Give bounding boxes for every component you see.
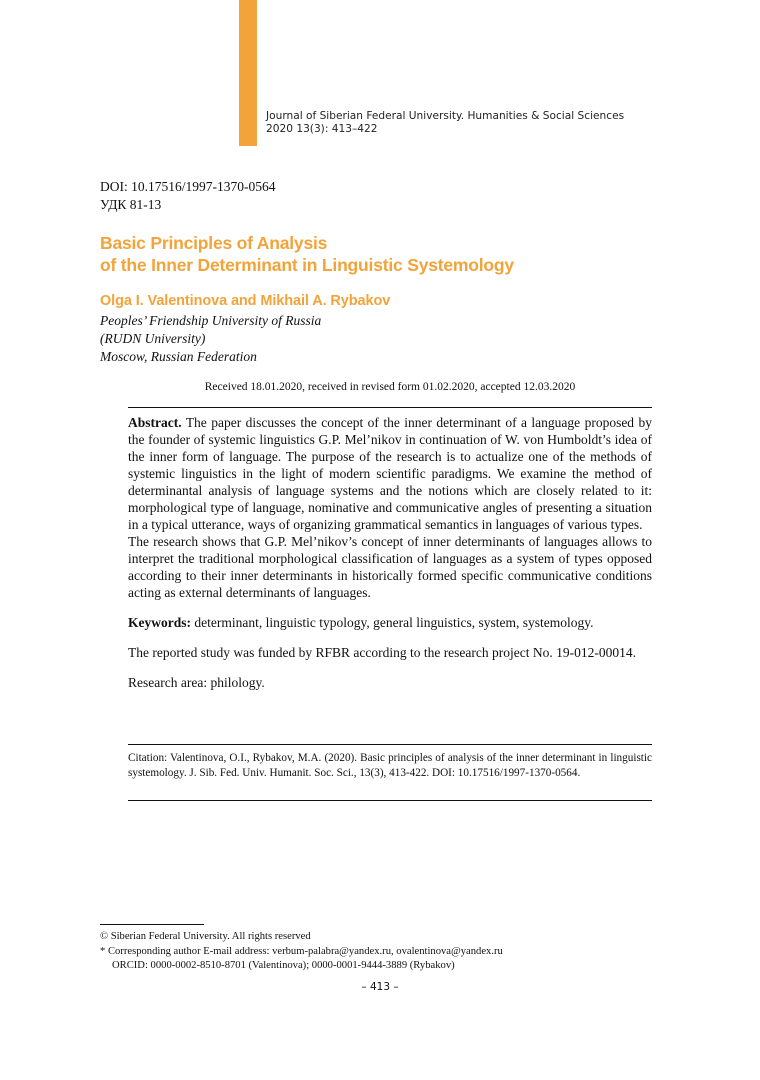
affiliation-line-2: (RUDN University) xyxy=(100,331,206,346)
corresponding-author-note: * Corresponding author E-mail address: verbum-palabra@yandex.ru, ovalentinova@yandex.ru xyxy=(100,945,503,957)
journal-volume: 2020 13(3): 413–422 xyxy=(266,123,378,135)
citation-top-rule xyxy=(128,744,652,745)
abstract-paragraph-2: The research shows that G.P. Mel’nikov’s concept of inner determinants of languages allows to interpret the traditional morphological classification of languages as a system of types opposed according to their inner determinants in historically formed specific communicative conditions acting as external determinants of languages. xyxy=(128,534,652,600)
keywords xyxy=(128,614,652,631)
affiliation-line-3: Moscow, Russian Federation xyxy=(100,349,257,364)
journal-name: Journal of Siberian Federal University. Humanities & Social Sciences xyxy=(266,110,625,122)
abstract-paragraph-1 xyxy=(128,414,652,533)
page-number: – 413 – xyxy=(361,981,399,993)
article-identifiers xyxy=(100,178,276,214)
doi[interactable]: DOI: 10.17516/1997-1370-0564 xyxy=(100,179,276,194)
citation: Citation: Valentinova, O.I., Rybakov, M.A. (2020). Basic principles of analysis of the inner determinant in linguistic systemology. J. Sib. Fed. Univ. Humanit. Soc. Sci., 13(3), 413-422. DOI: 10.17516/1997-1370-0564. xyxy=(128,752,652,779)
journal-accent-bar xyxy=(239,0,257,146)
article-title xyxy=(100,232,514,276)
abstract-section xyxy=(128,414,652,691)
abstract-top-rule xyxy=(128,407,652,408)
abstract-text: The paper discusses the concept of the inner determinant of a language proposed by the founder of systemic linguistics G.P. Mel’nikov in continuation of W. von Humboldt’s idea of the inner form of language. The purpose of the research is to actualize one of the methods of systemic linguistics in the light of modern scientific paradigms. We examine the method of determinantal analysis of language systems and the notions which are closely related to it: morphological type of language, nominative and communicative angles of presenting a situation in a typical utterance, ways of organizing grammatical semantics in languages of various types. xyxy=(128,415,652,532)
research-area: Research area: philology. xyxy=(128,675,265,690)
udk: УДК 81-13 xyxy=(100,197,162,212)
copyright-note: © Siberian Federal University. All rights reserved xyxy=(100,931,311,942)
funding-note: The reported study was funded by RFBR according to the research project No. 19-012-00014. xyxy=(128,645,636,660)
affiliation xyxy=(100,312,321,366)
abstract-label: Abstract. xyxy=(128,415,182,430)
title-line-1: Basic Principles of Analysis xyxy=(100,233,328,253)
affiliation-line-1: Peoples’ Friendship University of Russia xyxy=(100,313,322,328)
citation-bottom-rule xyxy=(128,800,652,801)
orcid-note: ORCID: 0000-0002-8510-8701 (Valentinova); 0000-0001-9444-3889 (Rybakov) xyxy=(112,960,455,971)
footnote-rule xyxy=(100,924,204,925)
journal-header xyxy=(266,110,624,136)
keywords-text: determinant, linguistic typology, general linguistics, system, systemology. xyxy=(194,615,594,630)
footnotes xyxy=(100,930,503,974)
title-line-2: of the Inner Determinant in Linguistic Systemology xyxy=(100,255,514,275)
keywords-label: Keywords: xyxy=(128,615,191,630)
received-dates: Received 18.01.2020, received in revised form 01.02.2020, accepted 12.03.2020 xyxy=(204,381,576,393)
authors: Olga I. Valentinova and Mikhail A. Rybakov xyxy=(100,293,391,309)
